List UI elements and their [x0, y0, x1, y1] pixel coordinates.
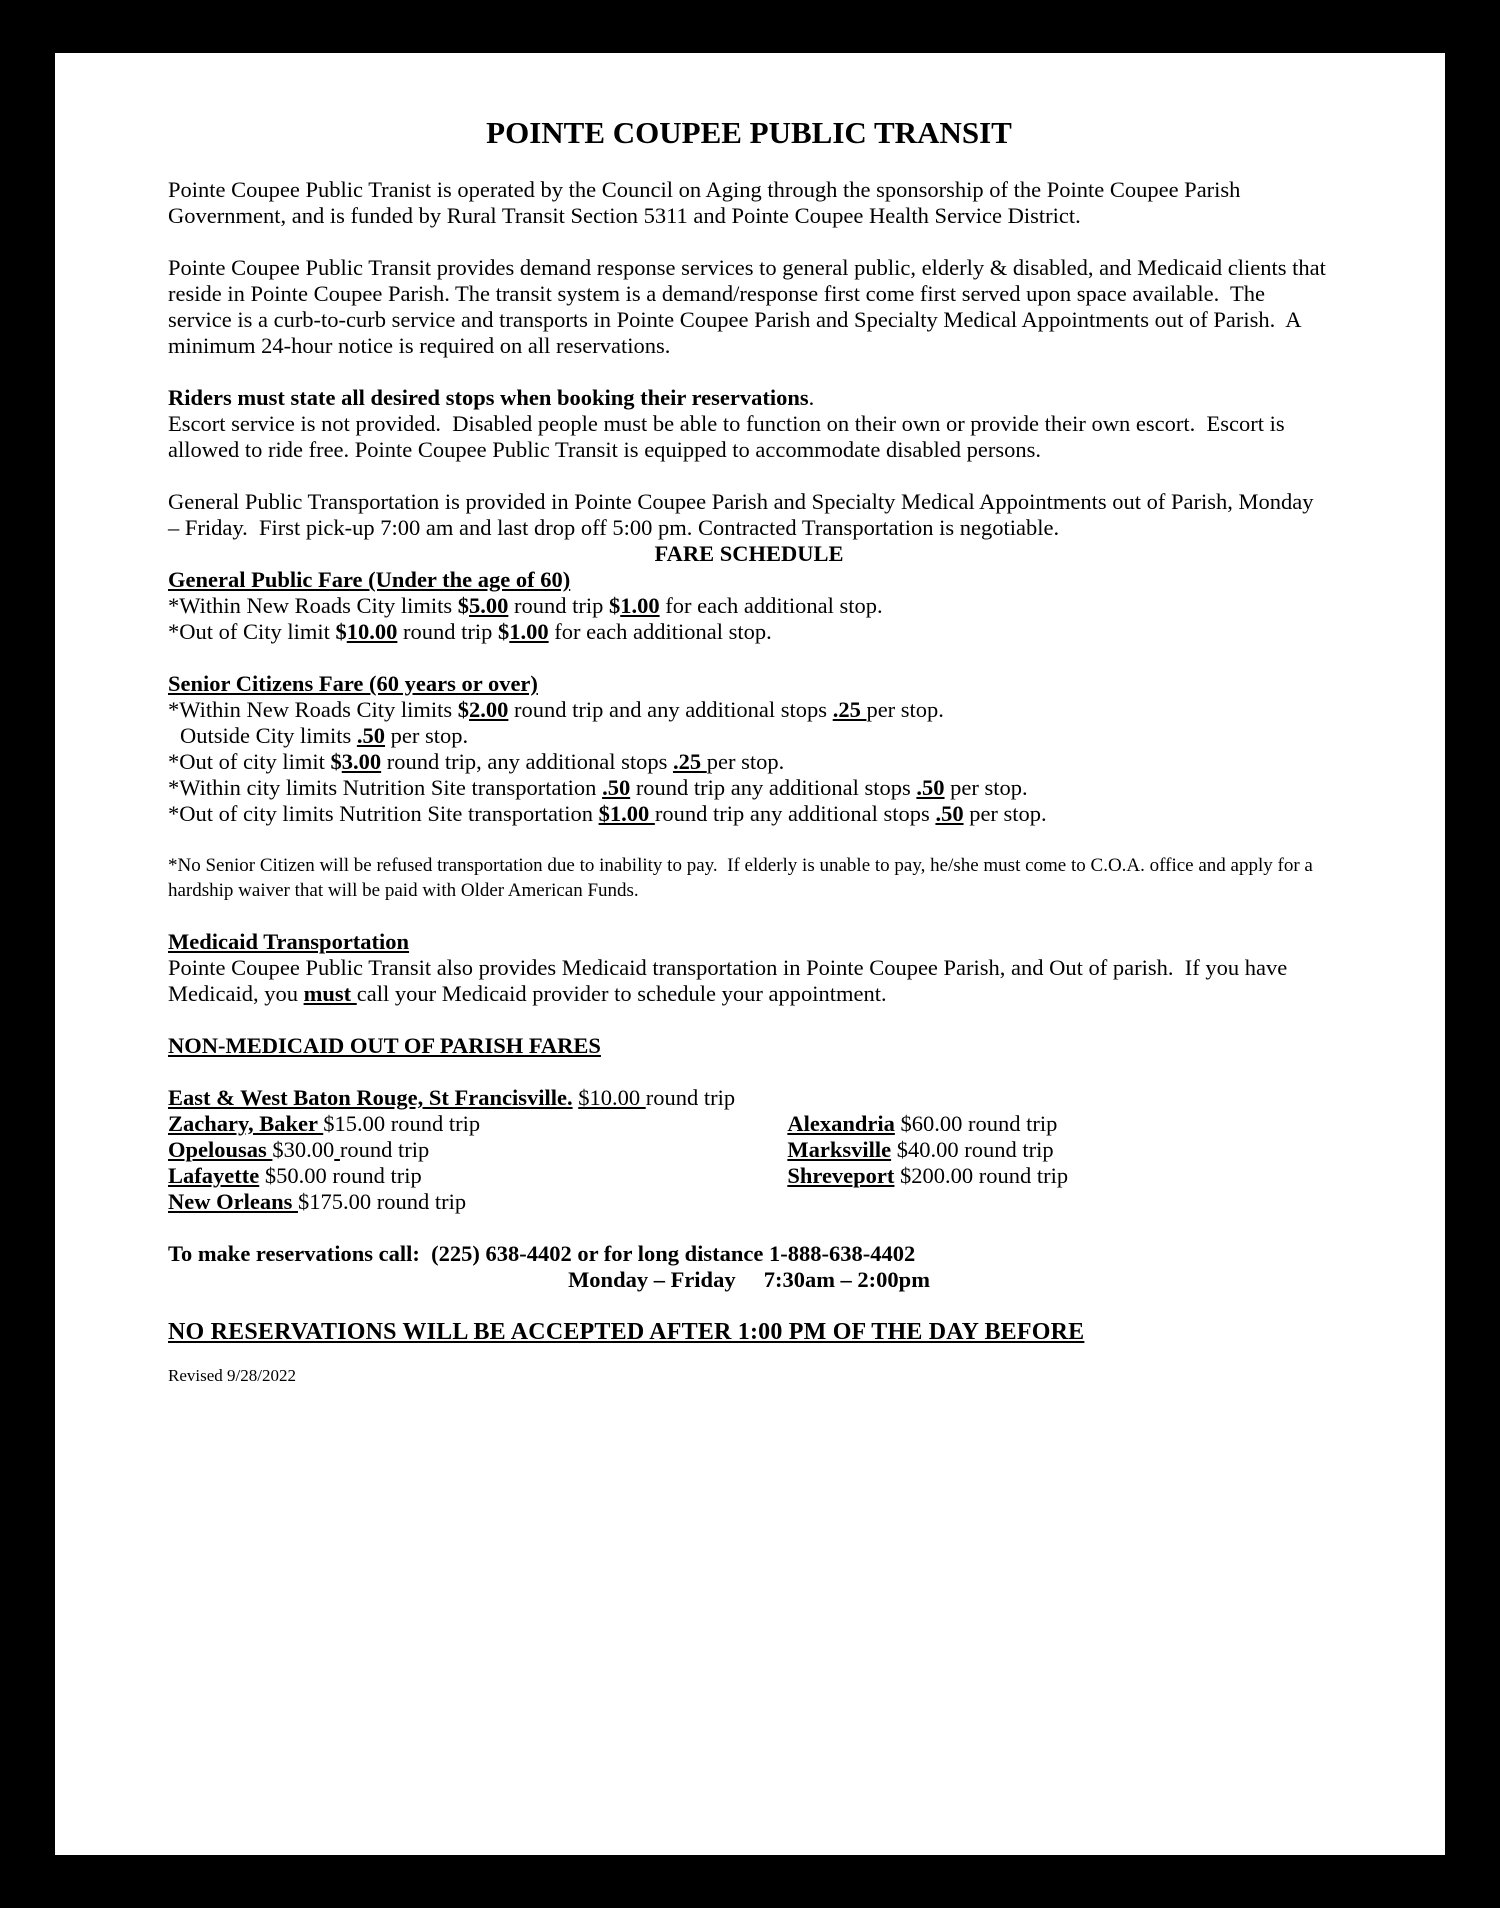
spacer — [168, 645, 1330, 671]
spacer — [168, 463, 1330, 489]
fare-column-left: New Orleans $175.00 round trip — [168, 1189, 467, 1214]
reservations-hours-line: Monday – Friday 7:30am – 2:00pm — [568, 1267, 930, 1292]
non-medicaid-heading: NON-MEDICAID OUT OF PARISH FARES — [168, 1033, 601, 1058]
spacer — [168, 1215, 1330, 1241]
fare-schedule-heading: FARE SCHEDULE — [654, 541, 844, 566]
spacer — [168, 229, 1330, 255]
spacer — [168, 1007, 1330, 1033]
spacer — [168, 1059, 1330, 1085]
escort-paragraph: Escort service is not provided. Disabled people must be able to function on their own or provide their own escort. Escort is allowed to ride free. Pointe Coupee Public Transit is equipped to accommodate disabled persons. — [168, 411, 1291, 462]
fare-column-right — [787, 1189, 1330, 1215]
medicaid-paragraph: Pointe Coupee Public Transit also provides Medicaid transportation in Pointe Coupee Parish, and Out of parish. If you have Medicaid, you must call your Medicaid provider to schedule your appointment. — [168, 955, 1293, 1006]
fare-line-senior-out-of-city: *Out of city limit $3.00 round trip, any additional stops .25 per stop. — [168, 749, 785, 774]
senior-hardship-note: *No Senior Citizen will be refused transportation due to inability to pay. If elderly is unable to pay, he/she must come to C.O.A. office and apply for a hardship waiver that will be paid with Older American Funds. — [168, 855, 1318, 901]
spacer — [168, 1347, 1330, 1365]
spacer — [168, 359, 1330, 385]
reservations-phone-line: To make reservations call: (225) 638-4402 or for long distance 1-888-638-4402 — [168, 1241, 916, 1266]
revised-date: Revised 9/28/2022 — [168, 1366, 296, 1385]
fare-column-right: Marksville $40.00 round trip — [787, 1137, 1054, 1162]
fare-line-within-new-roads: *Within New Roads City limits $5.00 round trip $1.00 for each additional stop. — [168, 593, 883, 618]
spacer — [168, 827, 1330, 853]
no-reservations-notice: NO RESERVATIONS WILL BE ACCEPTED AFTER 1:00 PM OF THE DAY BEFORE — [168, 1319, 1085, 1345]
general-public-fare-heading: General Public Fare (Under the age of 60) — [168, 567, 571, 592]
fare-destination-baton-rouge: East & West Baton Rouge, St Francisville. $10.00 round trip — [168, 1085, 736, 1110]
document-title: POINTE COUPEE PUBLIC TRANSIT — [486, 115, 1012, 150]
spacer — [168, 153, 1330, 177]
fare-line-senior-outside: Outside City limits .50 per stop. — [180, 723, 469, 748]
general-transportation-paragraph: General Public Transportation is provided in Pointe Coupee Parish and Specialty Medical Appointments out of Parish, Monday – Friday. First pick-up 7:00 am and last drop off 5:00 pm. Contracted Transportation is negotiable. — [168, 489, 1320, 540]
fare-column-left: Zachary, Baker $15.00 round trip — [168, 1111, 481, 1136]
fare-column-right: Alexandria $60.00 round trip — [787, 1111, 1058, 1136]
fare-columns-row-3 — [168, 1163, 1330, 1189]
document-content — [168, 113, 1330, 1387]
intro-paragraph: Pointe Coupee Public Tranist is operated by the Council on Aging through the sponsorship of the Pointe Coupee Parish Government, and is funded by Rural Transit Section 5311 and Pointe Coupee Health Service District. — [168, 177, 1247, 228]
spacer — [168, 903, 1330, 929]
fare-columns-row-1 — [168, 1111, 1330, 1137]
service-description-paragraph: Pointe Coupee Public Transit provides demand response services to general public, elderly & disabled, and Medicaid clients that reside in Pointe Coupee Parish. The transit system is a demand/response first come first served upon space available. The service is a curb-to-curb service and transports in Pointe Coupee Parish and Specialty Medical Appointments out of Parish. A minimum 24-hour notice is required on all reservations. — [168, 255, 1332, 358]
spacer — [168, 1293, 1330, 1317]
fare-column-right: Shreveport $200.00 round trip — [787, 1163, 1069, 1188]
fare-line-nutrition-out: *Out of city limits Nutrition Site transportation $1.00 round trip any additional stops .50 per stop. — [168, 801, 1047, 826]
senior-citizens-fare-heading: Senior Citizens Fare (60 years or over) — [168, 671, 538, 696]
fare-line-nutrition-within: *Within city limits Nutrition Site transportation .50 round trip any additional stops .50 per stop. — [168, 775, 1028, 800]
fare-line-out-of-city: *Out of City limit $10.00 round trip $1.00 for each additional stop. — [168, 619, 772, 644]
fare-column-left: Opelousas $30.00 round trip — [168, 1137, 430, 1162]
medicaid-heading: Medicaid Transportation — [168, 929, 410, 954]
fare-columns-row-2 — [168, 1137, 1330, 1163]
fare-columns-row-4 — [168, 1189, 1330, 1215]
fare-column-left: Lafayette $50.00 round trip — [168, 1163, 422, 1188]
document-page — [55, 53, 1445, 1855]
fare-line-senior-within: *Within New Roads City limits $2.00 round trip and any additional stops .25 per stop. — [168, 697, 944, 722]
riders-notice-heading: Riders must state all desired stops when booking their reservations. — [168, 385, 815, 410]
